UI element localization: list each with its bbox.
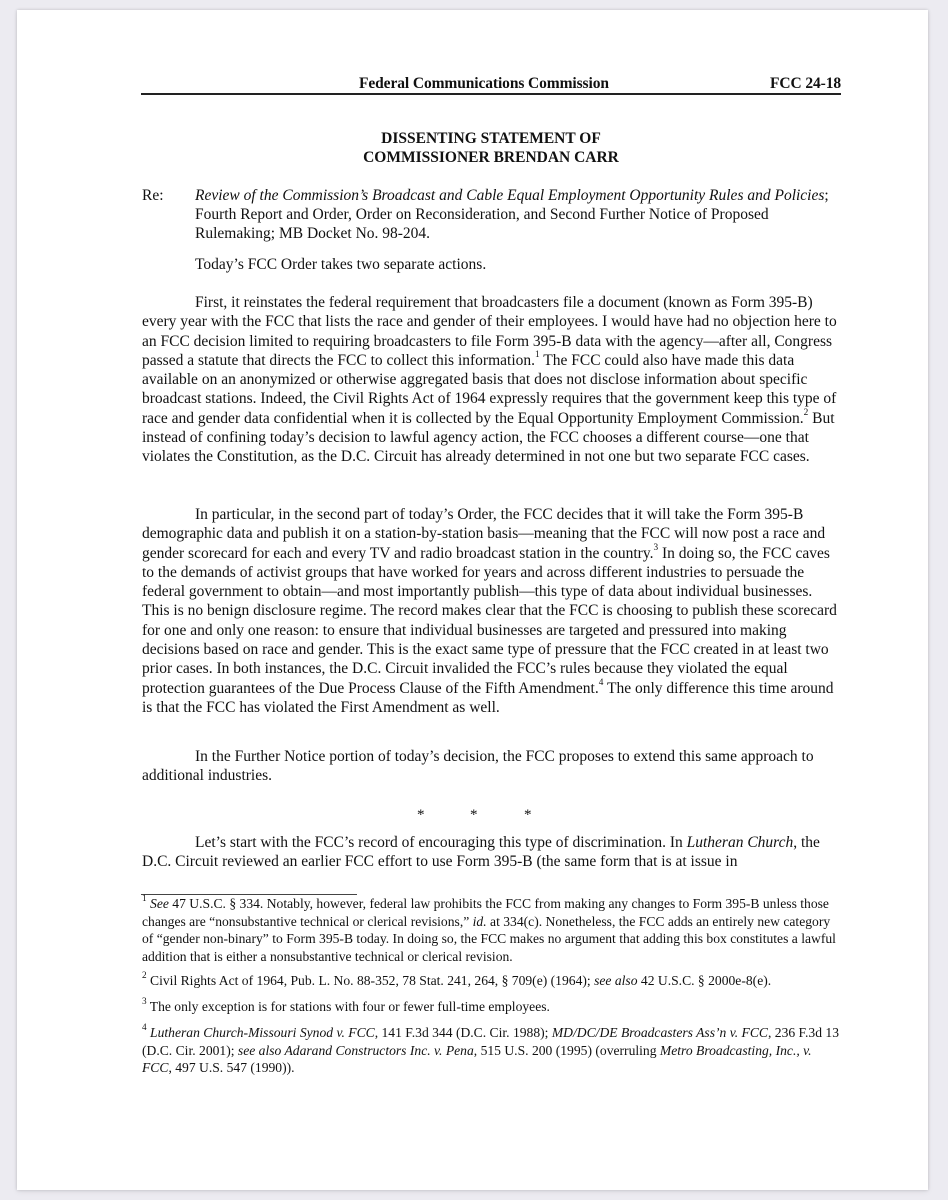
footnote-reference: 2 — [142, 970, 147, 981]
title-line-1: DISSENTING STATEMENT OF — [381, 130, 601, 147]
paragraph-second-action — [142, 505, 841, 717]
text-run: Let’s start with the FCC’s record of encouraging this type of discrimination. In — [195, 834, 687, 851]
paragraph-text — [142, 748, 814, 784]
text-run: The only difference this time around is that the FCC has violated the First Amendment as well. — [142, 679, 834, 716]
running-header — [141, 73, 841, 95]
text-run: at 334(c). Nonetheless, the FCC adds an entirely new category of “gender non-binary” to Form 395-B today. In doing so, the FCC makes no argument that adding this box constitutes a lawful addition that is either a nonsubstantive technical or clerical revision. — [142, 913, 836, 964]
footnote-reference: 3 — [653, 543, 659, 554]
header-agency-name: Federal Communications Commission — [359, 75, 609, 92]
text-run: First, it reinstates the federal requirement that broadcasters file a document (known as Form 395-B) every year with the FCC that lists the race and gender of their employees. I would have had no objection here to an FCC decision limited to requiring broadcasters to file Form 395-B data with the agency—after all, Congress passed a statute that directs the FCC to collect this information. — [142, 294, 837, 369]
italic-text: see also Adarand Constructors Inc. v. Pena — [237, 1042, 474, 1058]
title-line-2: COMMISSIONER BRENDAN CARR — [363, 149, 619, 166]
italic-text: Review of the Commission’s Broadcast and Cable Equal Employment Opportunity Rules and Policies — [195, 187, 825, 204]
footnote-reference: 1 — [142, 893, 147, 904]
italic-text: See — [150, 896, 169, 911]
re-caption-text — [195, 186, 841, 244]
paragraph-lets-start — [142, 833, 841, 872]
footnote-reference: 4 — [142, 1022, 147, 1033]
section-break-asterisk: * — [470, 807, 478, 823]
italic-text: Metro Broadcasting, Inc., v. FCC — [142, 1042, 812, 1076]
section-break-asterisk: * — [417, 807, 425, 823]
footnote-1 — [142, 895, 841, 965]
paragraph-text — [142, 506, 837, 716]
footnote-2 — [142, 972, 841, 990]
text-run: , 236 F.3d 13 (D.C. Cir. 2001); — [142, 1025, 840, 1058]
text-run: , 497 U.S. 547 (1990)). — [168, 1060, 295, 1076]
footnote-reference: 1 — [535, 350, 540, 361]
text-run: ; Fourth Report and Order, Order on Reconsideration, and Second Further Notice of Proposed Rulemaking; MB Docket No. 98-204. — [195, 187, 829, 243]
paragraph-text — [195, 256, 486, 273]
paragraph-first-action — [142, 293, 841, 467]
footnote-4 — [142, 1024, 841, 1077]
text-run: , 141 F.3d 344 (D.C. Cir. 1988); — [374, 1025, 552, 1040]
header-document-number: FCC 24-18 — [770, 75, 841, 92]
text-run: In doing so, the FCC caves to the demands of activist groups that have worked for years and across different industries to persuade the federal government to obtain—and most importantly publish—this type of data about individual businesses. This is no benign disclosure regime. The record makes clear that the FCC is choosing to publish these scorecard for one and only one reason: to ensure that individual businesses are targeted and pressured into making decisions based on race and gender. This is the exact same type of pressure that the FCC created in at least two prior cases. In both instances, the D.C. Circuit invalided the FCC’s rules because they violated the equal protection guarantees of the Due Process Clause of the Fifth Amendment. — [142, 544, 837, 697]
statement-title — [141, 129, 841, 167]
footnote-reference: 4 — [598, 678, 604, 689]
paragraph-text — [142, 834, 820, 870]
text-run: 47 U.S.C. § 334. Notably, however, federal law prohibits the FCC from making any changes to Form 395-B unless those changes are “nonsubstantive technical or clerical revisions,” — [142, 896, 829, 929]
paragraph-intro — [142, 255, 841, 274]
text-run: But instead of confining today’s decision to lawful agency action, the FCC chooses a different course—one that violates the Constitution, as the D.C. Circuit has already determined in not one but two separate FCC cases. — [142, 409, 835, 466]
italic-text: Lutheran Church — [686, 834, 794, 851]
paragraph-further-notice — [142, 747, 841, 786]
italic-text: see also — [594, 973, 638, 988]
italic-text: MD/DC/DE Broadcasters Ass’n v. FCC — [551, 1025, 768, 1040]
italic-text: Lutheran Church-Missouri Synod v. FCC — [150, 1025, 375, 1040]
section-break-asterisk: * — [524, 807, 532, 823]
text-run: Civil Rights Act of 1964, Pub. L. No. 88-352, 78 Stat. 241, 264, § 709(e) (1964); — [146, 973, 595, 988]
text-run: 42 U.S.C. § 2000e-8(e). — [637, 973, 772, 988]
italic-text: id. — [472, 913, 487, 929]
footnote-reference: 3 — [142, 996, 147, 1007]
re-caption — [142, 186, 841, 244]
text-run: The FCC could also have made this data available on an anonymized or otherwise aggregated basis that does not disclose information about specific broadcast stations. Indeed, the Civil Rights Act of 1964 expressly requires that the government keep this type of race and gender data confidential when it is collected by the Equal Opportunity Employment Commission. — [142, 351, 837, 427]
footnote-reference: 2 — [803, 408, 809, 419]
document-page — [17, 10, 928, 1190]
re-label: Re: — [142, 187, 164, 204]
paragraph-text — [142, 294, 837, 465]
text-run: In the Further Notice portion of today’s decision, the FCC proposes to extend this same approach to additional industries. — [142, 748, 814, 785]
text-run: , 515 U.S. 200 (1995) (overruling — [473, 1042, 660, 1058]
text-run: The only exception is for stations with four or fewer full-time employees. — [146, 999, 550, 1014]
text-run: In particular, in the second part of today’s Order, the FCC decides that it will take the Form 395-B demographic data and publish it on a station-by-station basis—meaning that the FCC will now post a race and gender scorecard for each and every TV and radio broadcast station in the country. — [142, 506, 826, 562]
text-run: Today’s FCC Order takes two separate actions. — [195, 256, 487, 273]
footnote-3 — [142, 998, 841, 1016]
text-run: , the D.C. Circuit reviewed an earlier FCC effort to use Form 395-B (the same form that is at issue in — [142, 834, 820, 871]
